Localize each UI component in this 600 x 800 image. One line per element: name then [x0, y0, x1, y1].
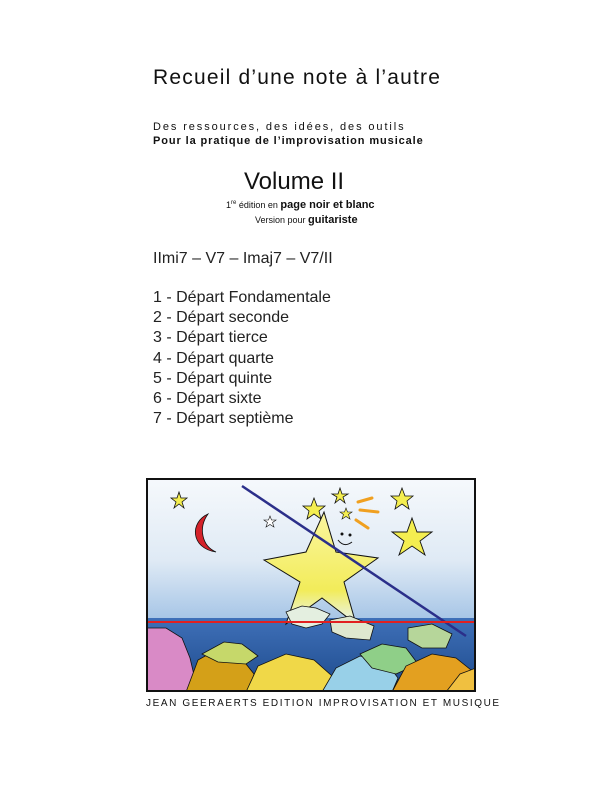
chapter-list	[153, 288, 331, 429]
edition-ordinal: re	[231, 200, 237, 206]
edition-text: édition en	[236, 200, 281, 210]
subtitle-practice: Pour la pratique de l’improvisation musicale	[153, 135, 424, 147]
publisher-name: JEAN GEERAERTS EDITION IMPROVISATION ET MUSIQUE	[146, 698, 501, 709]
chapter-item: 7 - Départ septième	[153, 410, 294, 428]
edition-format: page noir et blanc	[280, 199, 375, 211]
star-eye-icon	[341, 533, 344, 536]
chapter-item: 5 - Départ quinte	[153, 369, 273, 387]
edition-number: 1	[226, 200, 232, 210]
version-instrument: guitariste	[308, 214, 358, 226]
star-eye-icon	[349, 534, 352, 537]
chapter-item: 4 - Départ quarte	[153, 349, 274, 367]
version-text: Version pour	[255, 215, 309, 225]
chapter-item: 1 - Départ Fondamentale	[153, 289, 331, 306]
chapter-item: 2 - Départ seconde	[153, 309, 290, 327]
subtitle-resources: Des ressources, des idées, des outils	[153, 121, 406, 133]
chapter-item: 6 - Départ sixte	[153, 390, 262, 408]
chapter-item: 3 - Départ tierce	[153, 329, 268, 347]
cover-illustration	[146, 478, 476, 692]
version-line	[255, 214, 358, 226]
volume-label: Volume II	[244, 168, 345, 195]
edition-line	[226, 199, 375, 211]
book-title: Recueil d’une note à l’autre	[153, 66, 442, 89]
chord-progression: IImi7 – V7 – Imaj7 – V7/II	[153, 250, 333, 267]
